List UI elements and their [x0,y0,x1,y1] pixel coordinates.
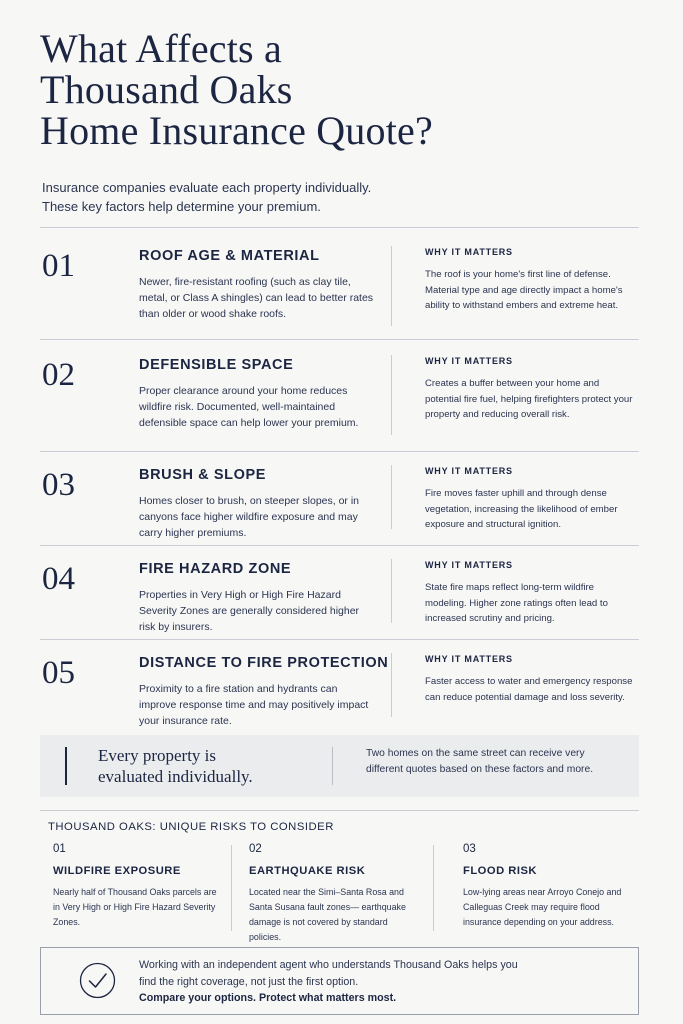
divider [40,339,639,340]
risk-number: 03 [463,843,476,855]
callout-divider [332,747,333,785]
factor-title: BRUSH & SLOPE [139,467,267,483]
factor-number: 04 [42,561,75,597]
column-divider [391,559,392,623]
divider [40,639,639,640]
title-line: Home Insurance Quote? [40,108,433,153]
divider [40,545,639,546]
risk-divider [231,845,232,931]
title-line: What Affects a [40,26,282,71]
column-divider [391,653,392,717]
column-divider [391,246,392,326]
factor-title: ROOF AGE & MATERIAL [139,248,320,264]
risk-wildfire [53,843,218,930]
column-divider [391,355,392,435]
factor-number: 01 [42,248,75,284]
footer-line: Working with an independent agent who understands Thousand Oaks helps you [139,959,518,971]
divider [40,810,639,811]
check-circle-icon [79,962,116,999]
intro-text [42,178,642,216]
factor-number: 03 [42,467,75,503]
divider [40,451,639,452]
callout-headline-line: Every property is [98,746,217,765]
why-description: Creates a buffer between your home and potential fire fuel, helping firefighters protect your property and reducing overall risk. [425,378,633,420]
intro-line: These key factors help determine your premium. [42,199,321,214]
intro-line: Insurance companies evaluate each property individually. [42,180,372,195]
why-description: Fire moves faster uphill and through dense vegetation, increasing the likelihood of ember exposure and structural ignition. [425,488,618,530]
footer-line: find the right coverage, not just the first option. [139,975,359,988]
factor-description: Proper clearance around your home reduces wildfire risk. Documented, well-maintained defensible space can help lower your premium. [139,385,359,429]
factor-description: Properties in Very High or High Fire Hazard Severity Zones are generally considered higher risk by insurers. [139,589,360,633]
factor-title: DEFENSIBLE SPACE [139,357,294,373]
factor-description: Proximity to a fire station and hydrants can improve response time and may positively impact your insurance rate. [139,683,369,727]
factor-number: 05 [42,655,75,691]
risk-title: WILDFIRE EXPOSURE [53,865,181,877]
footer-box [40,947,639,1015]
divider [40,227,639,228]
page-title [40,28,600,151]
risk-divider [433,845,434,931]
title-line: Thousand Oaks [40,67,293,112]
callout-accent-bar [65,747,67,785]
risk-title: EARTHQUAKE RISK [249,865,366,877]
why-label: WHY IT MATTERS [425,654,513,664]
risks-heading: THOUSAND OAKS: UNIQUE RISKS TO CONSIDER [48,821,334,833]
callout-headline-line: evaluated individually. [98,767,253,786]
callout-headline [98,745,298,787]
why-description: State fire maps reflect long-term wildfire modeling. Higher zone ratings often lead to increased scrutiny and pricing. [425,582,608,624]
factor-title: DISTANCE TO FIRE PROTECTION [139,655,389,671]
factor-title: FIRE HAZARD ZONE [139,561,292,577]
why-description: Faster access to water and emergency response can reduce potential damage and loss severity. [425,676,633,703]
risk-description: Nearly half of Thousand Oaks parcels are in Very High or High Fire Hazard Severity Zones. [53,887,217,927]
risk-flood [463,843,628,930]
factor-number: 02 [42,357,75,393]
risk-description: Low-lying areas near Arroyo Conejo and Calleguas Creek may require flood insurance depending on your address. [463,887,622,927]
why-label: WHY IT MATTERS [425,356,513,366]
risk-description: Located near the Simi–Santa Rosa and Santa Susana fault zones— earthquake damage is not covered by standard policies. [249,887,406,942]
why-label: WHY IT MATTERS [425,466,513,476]
callout-text: Two homes on the same street can receive very different quotes based on these factors and more. [366,748,594,775]
column-divider [391,465,392,529]
risk-number: 02 [249,843,262,855]
risk-title: FLOOD RISK [463,865,537,877]
factor-description: Homes closer to brush, on steeper slopes, or in canyons face higher wildfire exposure and may carry higher premiums. [139,495,360,539]
risk-earthquake [249,843,419,945]
callout-box [40,735,639,797]
factor-description: Newer, fire-resistant roofing (such as clay tile, metal, or Class A shingles) can lead to better rates than older or wood shake roofs. [139,276,374,320]
footer-text [139,957,619,1007]
why-label: WHY IT MATTERS [425,560,513,570]
footer-tagline: Compare your options. Protect what matters most. [139,992,397,1004]
why-label: WHY IT MATTERS [425,247,513,257]
risk-number: 01 [53,843,66,855]
why-description: The roof is your home's first line of defense. Material type and age directly impact a home's ability to withstand embers and extreme heat. [425,269,623,311]
